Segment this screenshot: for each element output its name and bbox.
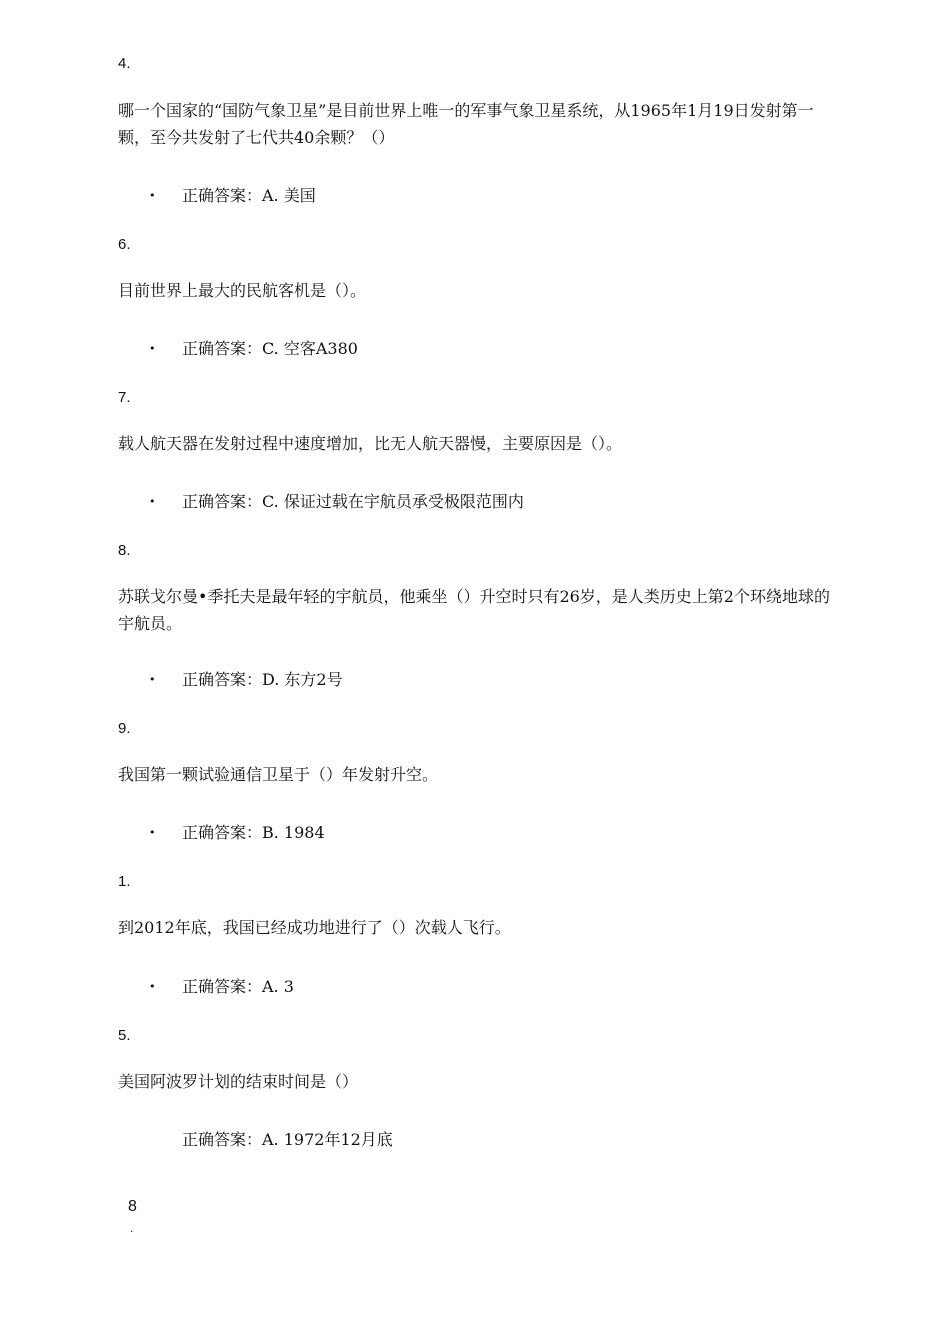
question-text: 美国阿波罗计划的结束时间是（） (118, 1072, 359, 1091)
question-text: 苏联戈尔曼•季托夫是最年轻的宇航员，他乘坐（）升空时只有26岁，是人类历史上第2个环绕地球的宇航员。 (118, 587, 830, 633)
bullet-icon: • (149, 980, 156, 993)
correct-answer: 正确答案：C. 空客A380 (182, 339, 358, 358)
question-text: 载人航天器在发射过程中速度增加，比无人航天器慢，主要原因是（）。 (118, 434, 623, 453)
correct-answer: 正确答案：A. 3 (182, 977, 294, 996)
question-text: 哪一个国家的“国防气象卫星”是目前世界上唯一的军事气象卫星系统，从1965年1月19日发射第一颗，至今共发射了七代共40余颗？（） (118, 101, 814, 147)
correct-answer: 正确答案：A. 1972年12月底 (182, 1130, 393, 1149)
question-number: 6. (118, 236, 131, 253)
bullet-icon: • (149, 342, 156, 355)
correct-answer: 正确答案：C. 保证过载在宇航员承受极限范围内 (182, 492, 524, 511)
question-text: 到2012年底，我国已经成功地进行了（）次载人飞行。 (118, 918, 511, 937)
bullet-icon: • (149, 189, 156, 202)
bullet-icon: • (149, 826, 156, 839)
question-number: 1. (118, 873, 131, 890)
bullet-icon: • (149, 673, 156, 686)
correct-answer: 正确答案：B. 1984 (182, 823, 325, 842)
page-number-dot: . (130, 1221, 134, 1235)
question-number: 7. (118, 389, 131, 406)
question-number: 9. (118, 720, 131, 737)
correct-answer: 正确答案：D. 东方2号 (182, 670, 343, 689)
question-number: 4. (118, 55, 131, 72)
bullet-icon: • (149, 495, 156, 508)
question-text: 目前世界上最大的民航客机是（）。 (118, 281, 367, 300)
question-number: 5. (118, 1027, 131, 1044)
correct-answer: 正确答案：A. 美国 (182, 186, 316, 205)
page-number: 8 (128, 1198, 137, 1215)
question-text: 我国第一颗试验通信卫星于（）年发射升空。 (118, 765, 439, 784)
question-number: 8. (118, 542, 131, 559)
